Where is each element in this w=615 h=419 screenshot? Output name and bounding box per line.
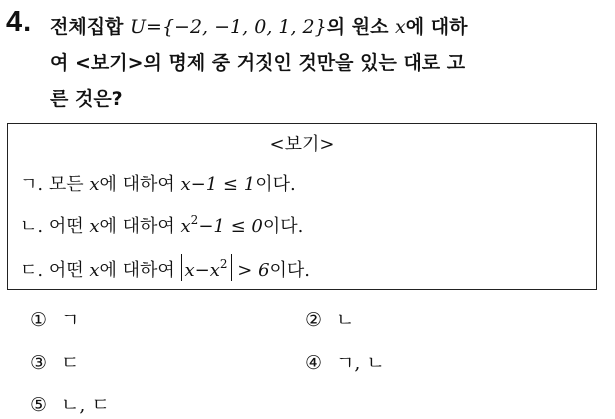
statement-digeut: ㄷ. 어떤 x에 대하여 $x-x^2 > 6$이다. <box>20 254 310 282</box>
question-line-3: 른 것은? <box>50 88 123 110</box>
absolute-value: $x-x^2$ <box>181 254 232 281</box>
statement-nieun: ㄴ. 어떤 x에 대하여 $x^2-1 \le 0$이다. <box>20 213 304 237</box>
question-line-1: 전체집합 U={−2, −1, 0, 1, 2}의 원소 x에 대하 <box>50 16 468 38</box>
choice-3[interactable]: ③ ㄷ <box>30 352 80 374</box>
choice-2[interactable]: ② ㄴ <box>305 309 355 331</box>
question-line-2: 여 <보기>의 명제 중 거짓인 것만을 있는 대로 고 <box>50 52 466 74</box>
universal-set: U={−2, −1, 0, 1, 2} <box>130 16 327 38</box>
choice-1[interactable]: ① ㄱ <box>30 309 80 331</box>
choice-4[interactable]: ④ ㄱ, ㄴ <box>305 352 385 374</box>
question-number: 4. <box>6 6 33 38</box>
choice-5[interactable]: ⑤ ㄴ, ㄷ <box>30 394 110 416</box>
statement-giyeok: ㄱ. 모든 x에 대하여 x−1 ≤ 1이다. <box>20 174 296 195</box>
bogi-box <box>7 123 597 290</box>
bogi-title: <보기> <box>269 134 335 155</box>
